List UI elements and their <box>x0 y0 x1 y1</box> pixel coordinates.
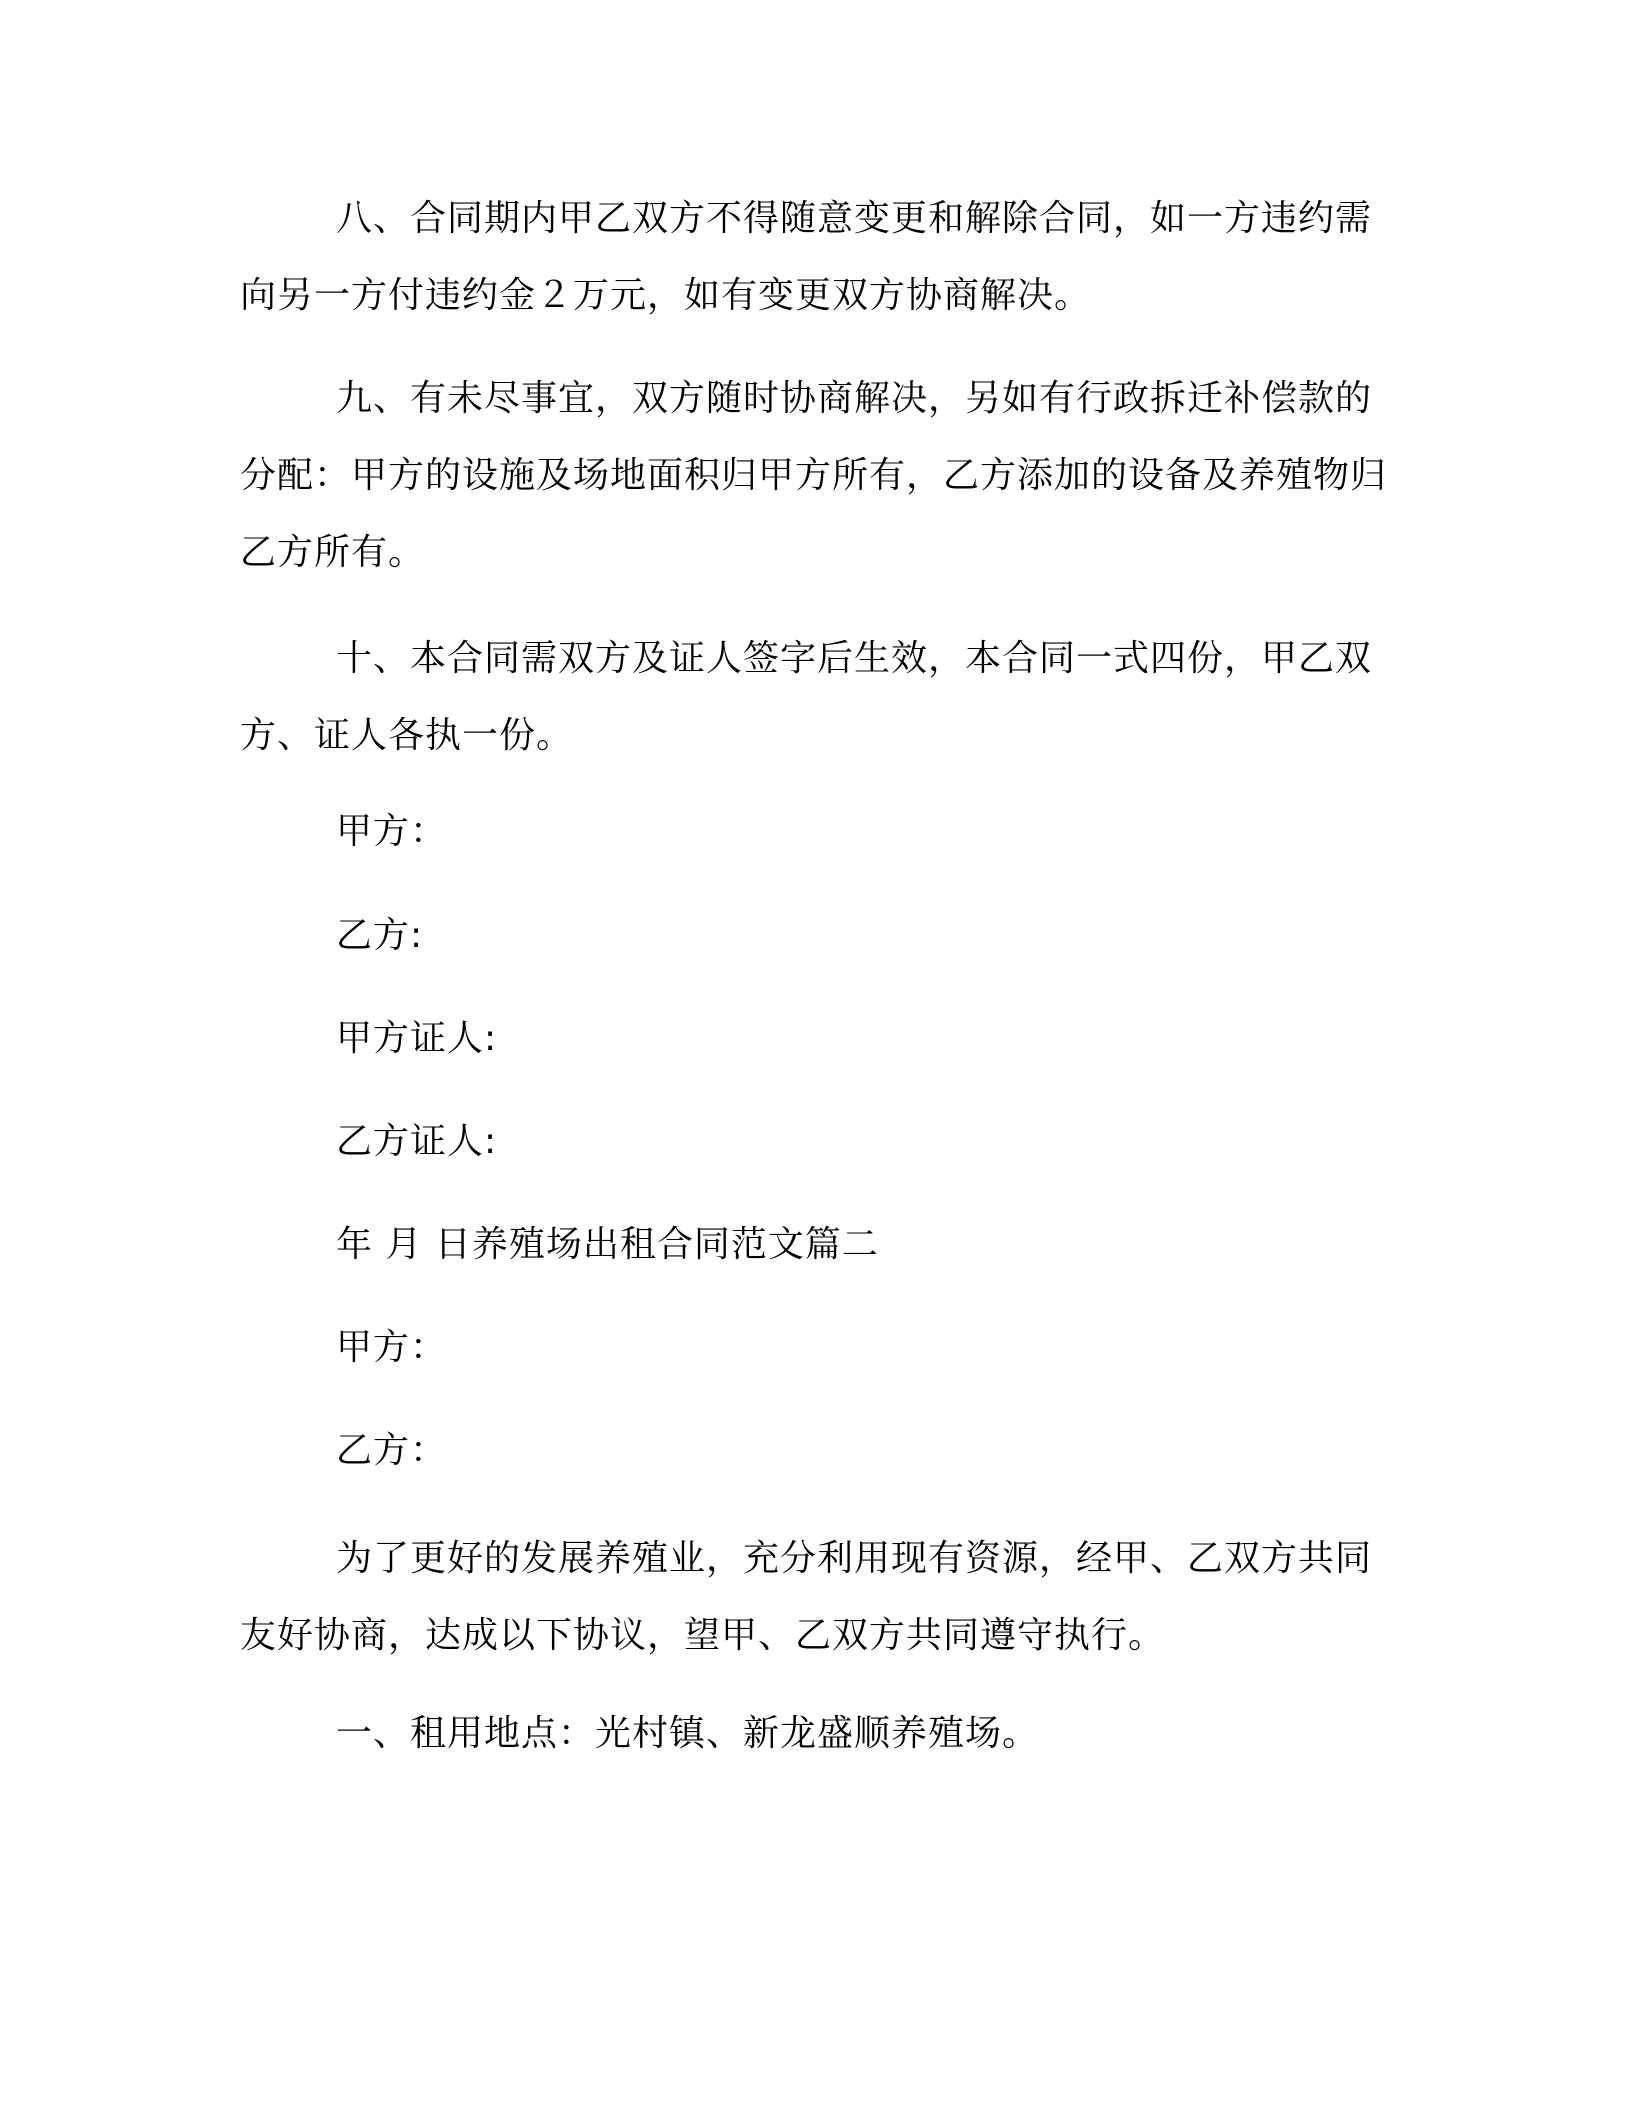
party-b-witness-label: 乙方证人: <box>336 1121 498 1162</box>
clause-9-paragraph: 九、有未尽事宜，双方随时协商解决，另如有行政拆迁补偿款的分配：甲方的设施及场地面积归甲方所有，乙方添加的设备及养殖物归乙方所有。 <box>240 378 1388 573</box>
clause-10-paragraph: 十、本合同需双方及证人签字后生效，本合同一式四份，甲乙双方、证人各执一份。 <box>240 638 1373 756</box>
party-a-label-2: 甲方： <box>336 1327 448 1368</box>
party-a-label: 甲方： <box>336 811 448 852</box>
clause-1-paragraph: 一、租用地点：光村镇、新龙盛顺养殖场。 <box>336 1713 1040 1754</box>
preamble-paragraph: 为了更好的发展养殖业，充分利用现有资源，经甲、乙双方共同友好协商，达成以下协议，望甲、乙双方共同遵守执行。 <box>240 1538 1373 1656</box>
party-a-witness-label: 甲方证人: <box>336 1018 498 1059</box>
party-b-label: 乙方: <box>336 915 424 956</box>
party-b-label-2: 乙方： <box>336 1430 448 1471</box>
date-and-section-title: 年 月 日养殖场出租合同范文篇二 <box>336 1224 879 1265</box>
clause-8-paragraph: 八、合同期内甲乙双方不得随意变更和解除合同，如一方违约需向另一方付违约金２万元，如有变更双方协商解决。 <box>240 198 1373 316</box>
